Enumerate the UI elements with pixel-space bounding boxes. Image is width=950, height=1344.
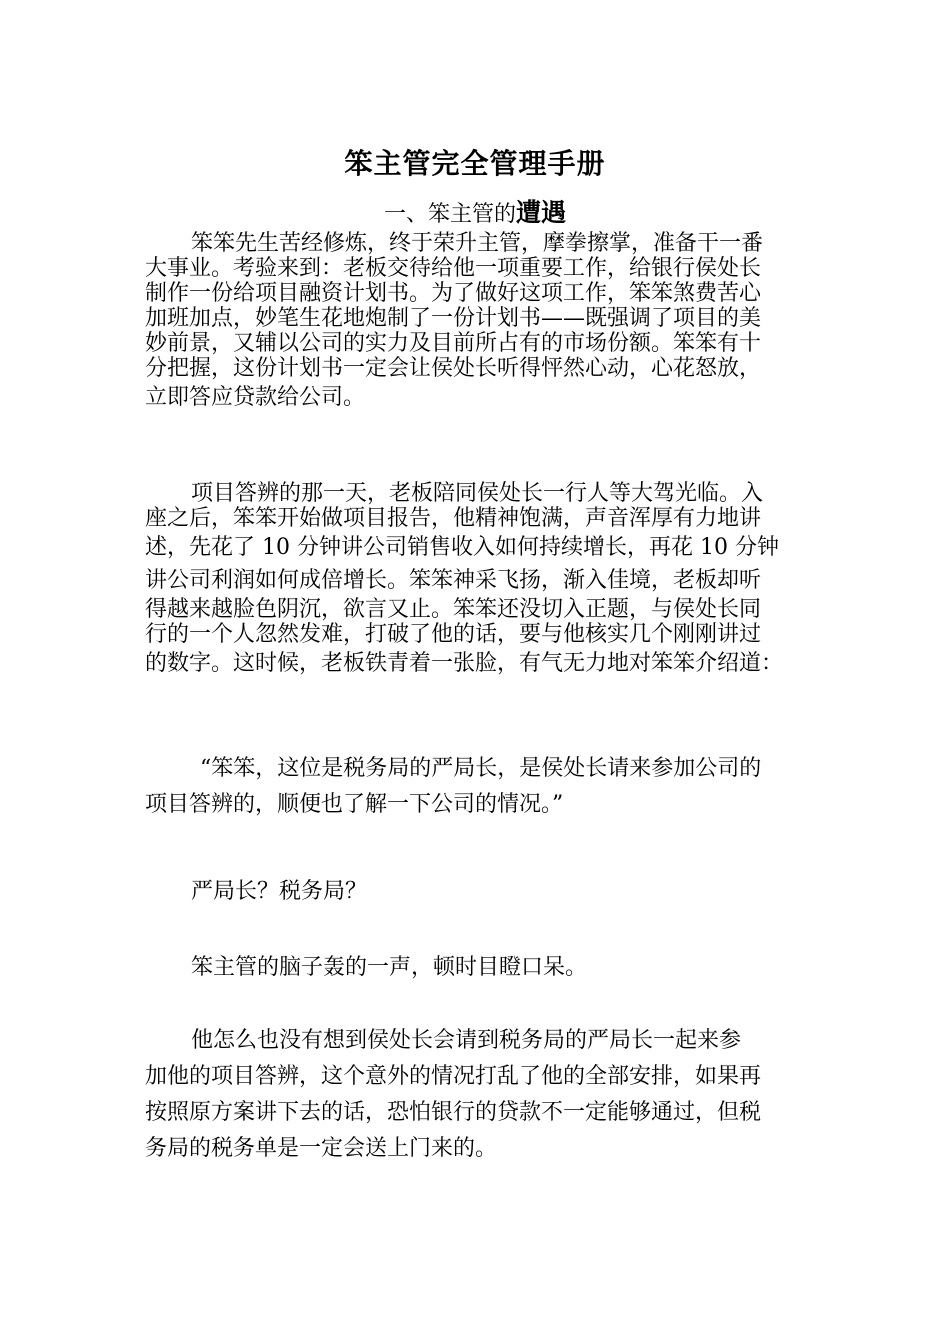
paragraph-line: 项目答辨的，顺便也了解一下公司的情况。” xyxy=(145,792,564,817)
paragraph-line: 笨主管的脑子轰的一声，顿时目瞪口呆。 xyxy=(191,955,588,980)
paragraph-line: 得越来越脸色阴沉，欲言又止。笨笨还没切入正题，与侯处长同 xyxy=(145,597,762,622)
paragraph-line: 行的一个人忽然发难，打破了他的话，要与他核实几个刚刚讲过 xyxy=(145,622,762,647)
paragraph-line: “笨笨，这位是税务局的严局长，是侯处长请来参加公司的 xyxy=(200,756,762,781)
paragraph-line: 座之后，笨笨开始做项目报告，他精神饱满，声音浑厚有力地讲 xyxy=(145,506,762,531)
paragraph-line: 妙前景，又辅以公司的实力及目前所占有的市场份额。笨笨有十 xyxy=(145,331,762,356)
paragraph-line: 加班加点，妙笔生花地炮制了一份计划书——既强调了项目的美 xyxy=(145,306,762,331)
paragraph-line: 务局的税务单是一定会送上门来的。 xyxy=(145,1136,498,1161)
paragraph-line: 述，先花了 10 分钟讲公司销售收入如何持续增长，再花 10 分钟 xyxy=(145,535,779,560)
paragraph-line: 分把握，这份计划书一定会让侯处长听得怦然心动，心花怒放， xyxy=(145,356,762,381)
paragraph-line: 加他的项目答辨，这个意外的情况打乱了他的全部安排，如果再 xyxy=(145,1064,762,1089)
paragraph-line: 严局长？税务局？ xyxy=(191,879,368,904)
paragraph-line: 大事业。考验来到：老板交待给他一项重要工作，给银行侯处长 xyxy=(145,256,762,281)
paragraph-5 xyxy=(145,950,810,986)
paragraph-line: 他怎么也没有想到侯处长会请到税务局的严局长一起来参 xyxy=(191,1028,742,1053)
paragraph-1 xyxy=(145,231,810,414)
paragraph-line: 立即答应贷款给公司。 xyxy=(145,385,366,410)
paragraph-line: 笨笨先生苦经修炼，终于荣升主管，摩拳擦掌，准备干一番 xyxy=(191,231,764,256)
paragraph-3-quote xyxy=(145,751,810,823)
paragraph-2 xyxy=(145,481,810,680)
section-heading-prefix: 一、笨主管的 xyxy=(383,202,516,227)
section-heading-emphasis: 遭遇 xyxy=(516,198,567,227)
paragraph-4 xyxy=(145,874,810,910)
paragraph-line: 的数字。这时候，老板铁青着一张脸，有气无力地对笨笨介绍道： xyxy=(145,651,784,676)
paragraph-6 xyxy=(145,1023,810,1167)
paragraph-line: 讲公司利润如何成倍增长。笨笨神采飞扬，渐入佳境，老板却听 xyxy=(145,568,762,593)
document-title: 笨主管完全管理手册 xyxy=(344,147,606,180)
paragraph-line: 制作一份给项目融资计划书。为了做好这项工作，笨笨煞费苦心 xyxy=(145,281,762,306)
paragraph-line: 按照原方案讲下去的话，恐怕银行的贷款不一定能够通过，但税 xyxy=(145,1100,762,1125)
section-heading xyxy=(0,193,950,229)
paragraph-line: 项目答辨的那一天，老板陪同侯处长一行人等大驾光临。入 xyxy=(191,481,764,506)
